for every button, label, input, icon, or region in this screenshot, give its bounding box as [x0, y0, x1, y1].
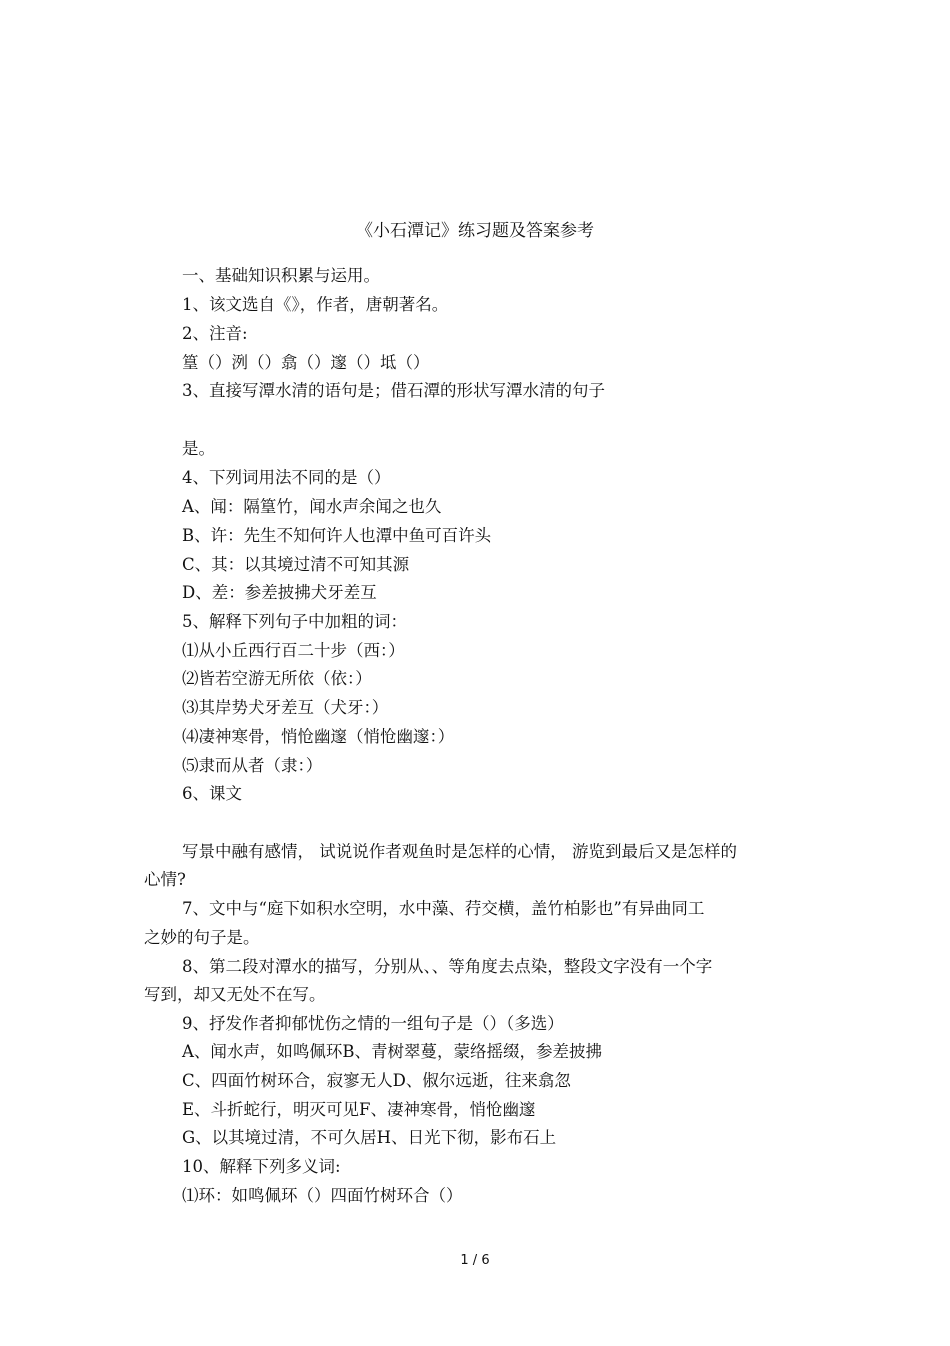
question-8-continuation: 写到，却又无处不在写。	[144, 985, 326, 1004]
question-3-continuation: 是。	[182, 439, 215, 458]
question-10: 10、解释下列多义词:	[182, 1157, 341, 1176]
question-6-text: 写景中融有感情， 试说说作者观鱼时是怎样的心情， 游览到最后又是怎样的	[182, 842, 737, 861]
question-5-item-5: ⑸隶而从者（隶：）	[182, 756, 323, 775]
question-9-options-cd: C、四面竹树环合，寂寥无人D、俶尔远逝，往来翕忽	[182, 1071, 571, 1090]
question-9: 9、抒发作者抑郁忧伤之情的一组句子是（）（多选）	[182, 1014, 564, 1033]
question-5-item-1: ⑴从小丘西行百二十步（西：）	[182, 641, 405, 660]
document-title: 《小石潭记》练习题及答案参考	[356, 221, 594, 241]
question-1: 1、该文选自《》，作者，唐朝著名。	[182, 295, 449, 314]
question-5-item-2: ⑵皆若空游无所依（依：）	[182, 669, 372, 688]
question-9-options-ab: A、闻水声，如鸣佩环B、青树翠蔓，蒙络摇缀，参差披拂	[182, 1042, 603, 1061]
question-8: 8、第二段对潭水的描写，分别从、、等角度去点染，整段文字没有一个字	[182, 957, 713, 976]
question-2: 2、注音:	[182, 324, 248, 343]
question-4-option-b: B、许：先生不知何许人也潭中鱼可百许头	[182, 526, 492, 545]
question-5-item-4: ⑷凄神寒骨，悄怆幽邃（悄怆幽邃：）	[182, 727, 455, 746]
section-heading-basics: 一、基础知识积累与运用。	[182, 266, 380, 285]
question-2-pinyin-items: 篁（）洌（）翕（）邃（）坻（）	[182, 353, 430, 372]
question-4-option-a: A、闻：隔篁竹，闻水声余闻之也久	[182, 497, 442, 516]
question-9-options-ef: E、斗折蛇行，明灭可见F、凄神寒骨，悄怆幽邃	[182, 1100, 536, 1119]
question-4-option-c: C、其：以其境过清不可知其源	[182, 555, 410, 574]
question-6-text-continuation: 心情?	[144, 870, 186, 889]
question-4: 4、下列词用法不同的是（）	[182, 468, 391, 487]
question-5: 5、解释下列句子中加粗的词：	[182, 612, 407, 631]
question-7-continuation: 之妙的句子是。	[144, 928, 260, 947]
question-3: 3、直接写潭水清的语句是；借石潭的形状写潭水清的句子	[182, 381, 605, 400]
question-10-item-1: ⑴环：如鸣佩环（）四面竹树环合（）	[182, 1186, 463, 1205]
question-7: 7、文中与“庭下如积水空明，水中藻、荇交横，盖竹柏影也”有异曲同工	[182, 899, 705, 918]
question-4-option-d: D、差：参差披拂犬牙差互	[182, 583, 377, 602]
page-number: 1 / 6	[460, 1253, 490, 1268]
question-5-item-3: ⑶其岸势犬牙差互（犬牙：）	[182, 698, 389, 717]
question-6: 6、课文	[182, 784, 242, 803]
question-9-options-gh: G、以其境过清，不可久居H、日光下彻，影布石上	[182, 1128, 557, 1147]
